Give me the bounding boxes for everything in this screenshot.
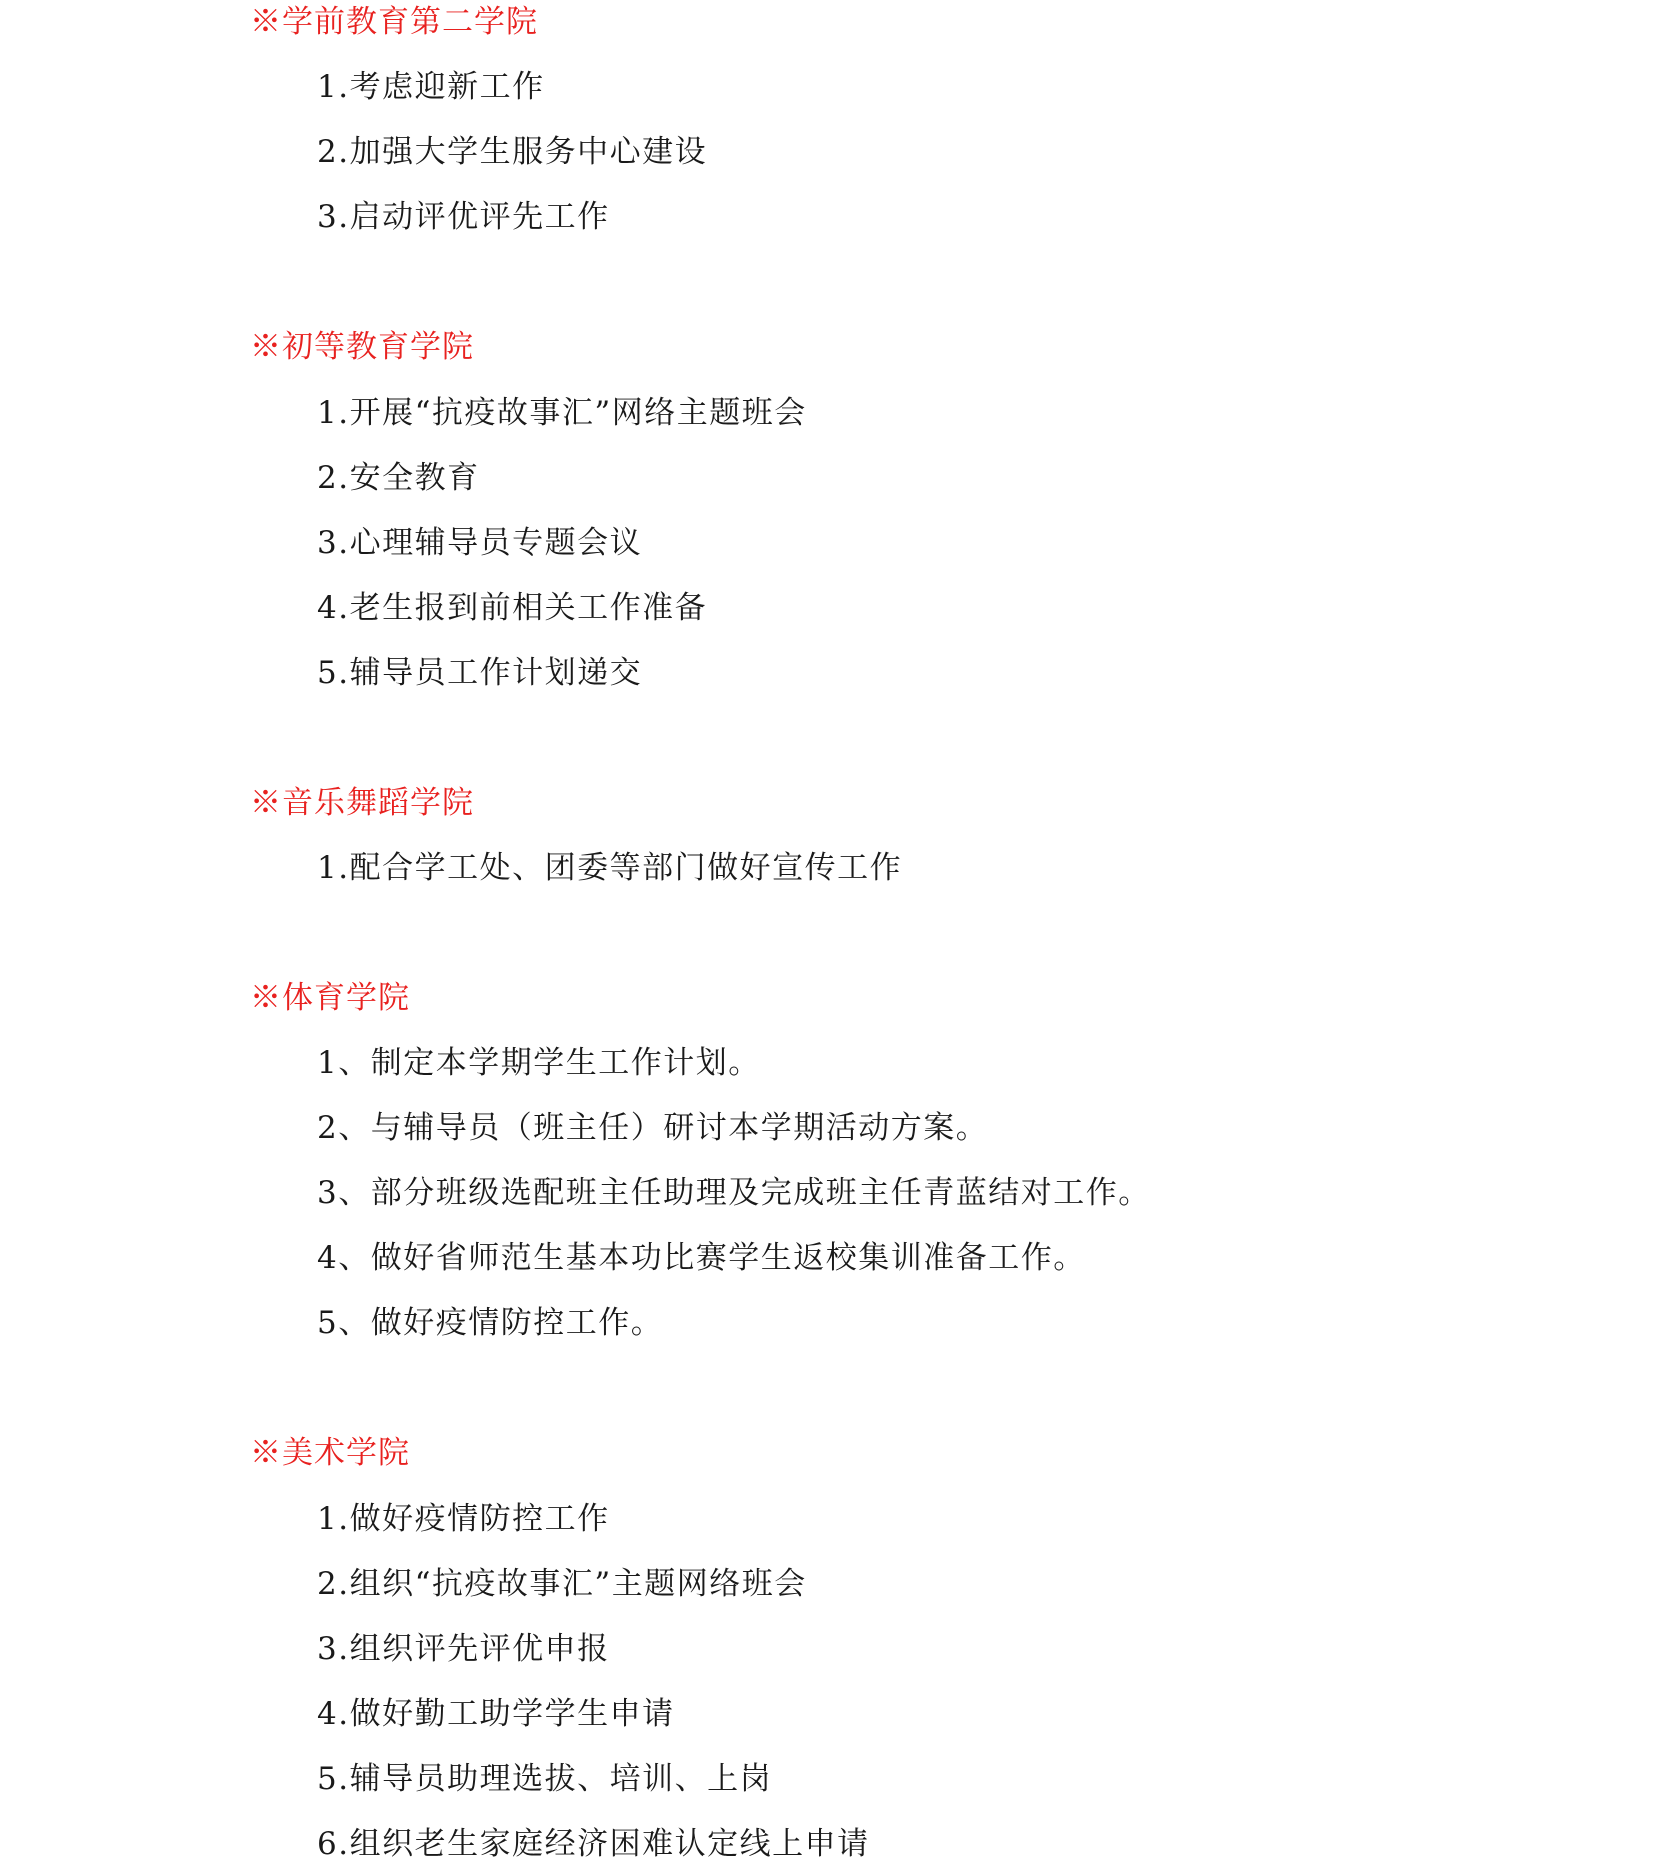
list-item: 1.考虑迎新工作 bbox=[317, 69, 545, 105]
section-heading: ※美术学院 bbox=[250, 1435, 410, 1471]
list-item: 2.安全教育 bbox=[317, 460, 480, 496]
list-item: 4.做好勤工助学学生申请 bbox=[317, 1696, 675, 1732]
list-item: 1.配合学工处、团委等部门做好宣传工作 bbox=[317, 850, 903, 886]
list-item: 5.辅导员工作计划递交 bbox=[317, 655, 643, 691]
list-item: 3、部分班级选配班主任助理及完成班主任青蓝结对工作。 bbox=[317, 1175, 1151, 1211]
list-item: 3.组织评先评优申报 bbox=[317, 1631, 610, 1667]
list-item: 5.辅导员助理选拔、培训、上岗 bbox=[317, 1761, 773, 1797]
list-item: 1.做好疫情防控工作 bbox=[317, 1501, 610, 1537]
section-heading: ※体育学院 bbox=[250, 980, 410, 1016]
section-heading: ※音乐舞蹈学院 bbox=[250, 785, 474, 821]
list-item: 1.开展“抗疫故事汇”网络主题班会 bbox=[317, 395, 807, 431]
list-item: 4.老生报到前相关工作准备 bbox=[317, 590, 708, 626]
list-item: 3.心理辅导员专题会议 bbox=[317, 525, 643, 561]
list-item: 3.启动评优评先工作 bbox=[317, 199, 610, 235]
list-item: 4、做好省师范生基本功比赛学生返校集训准备工作。 bbox=[317, 1240, 1086, 1276]
list-item: 2、与辅导员（班主任）研讨本学期活动方案。 bbox=[317, 1110, 989, 1146]
list-item: 1、制定本学期学生工作计划。 bbox=[317, 1045, 761, 1081]
list-item: 5、做好疫情防控工作。 bbox=[317, 1305, 664, 1341]
list-item: 2.组织“抗疫故事汇”主题网络班会 bbox=[317, 1566, 807, 1602]
list-item: 6.组织老生家庭经济困难认定线上申请 bbox=[317, 1826, 870, 1862]
list-item: 2.加强大学生服务中心建设 bbox=[317, 134, 708, 170]
section-heading: ※初等教育学院 bbox=[250, 329, 474, 365]
section-heading: ※学前教育第二学院 bbox=[250, 4, 538, 40]
